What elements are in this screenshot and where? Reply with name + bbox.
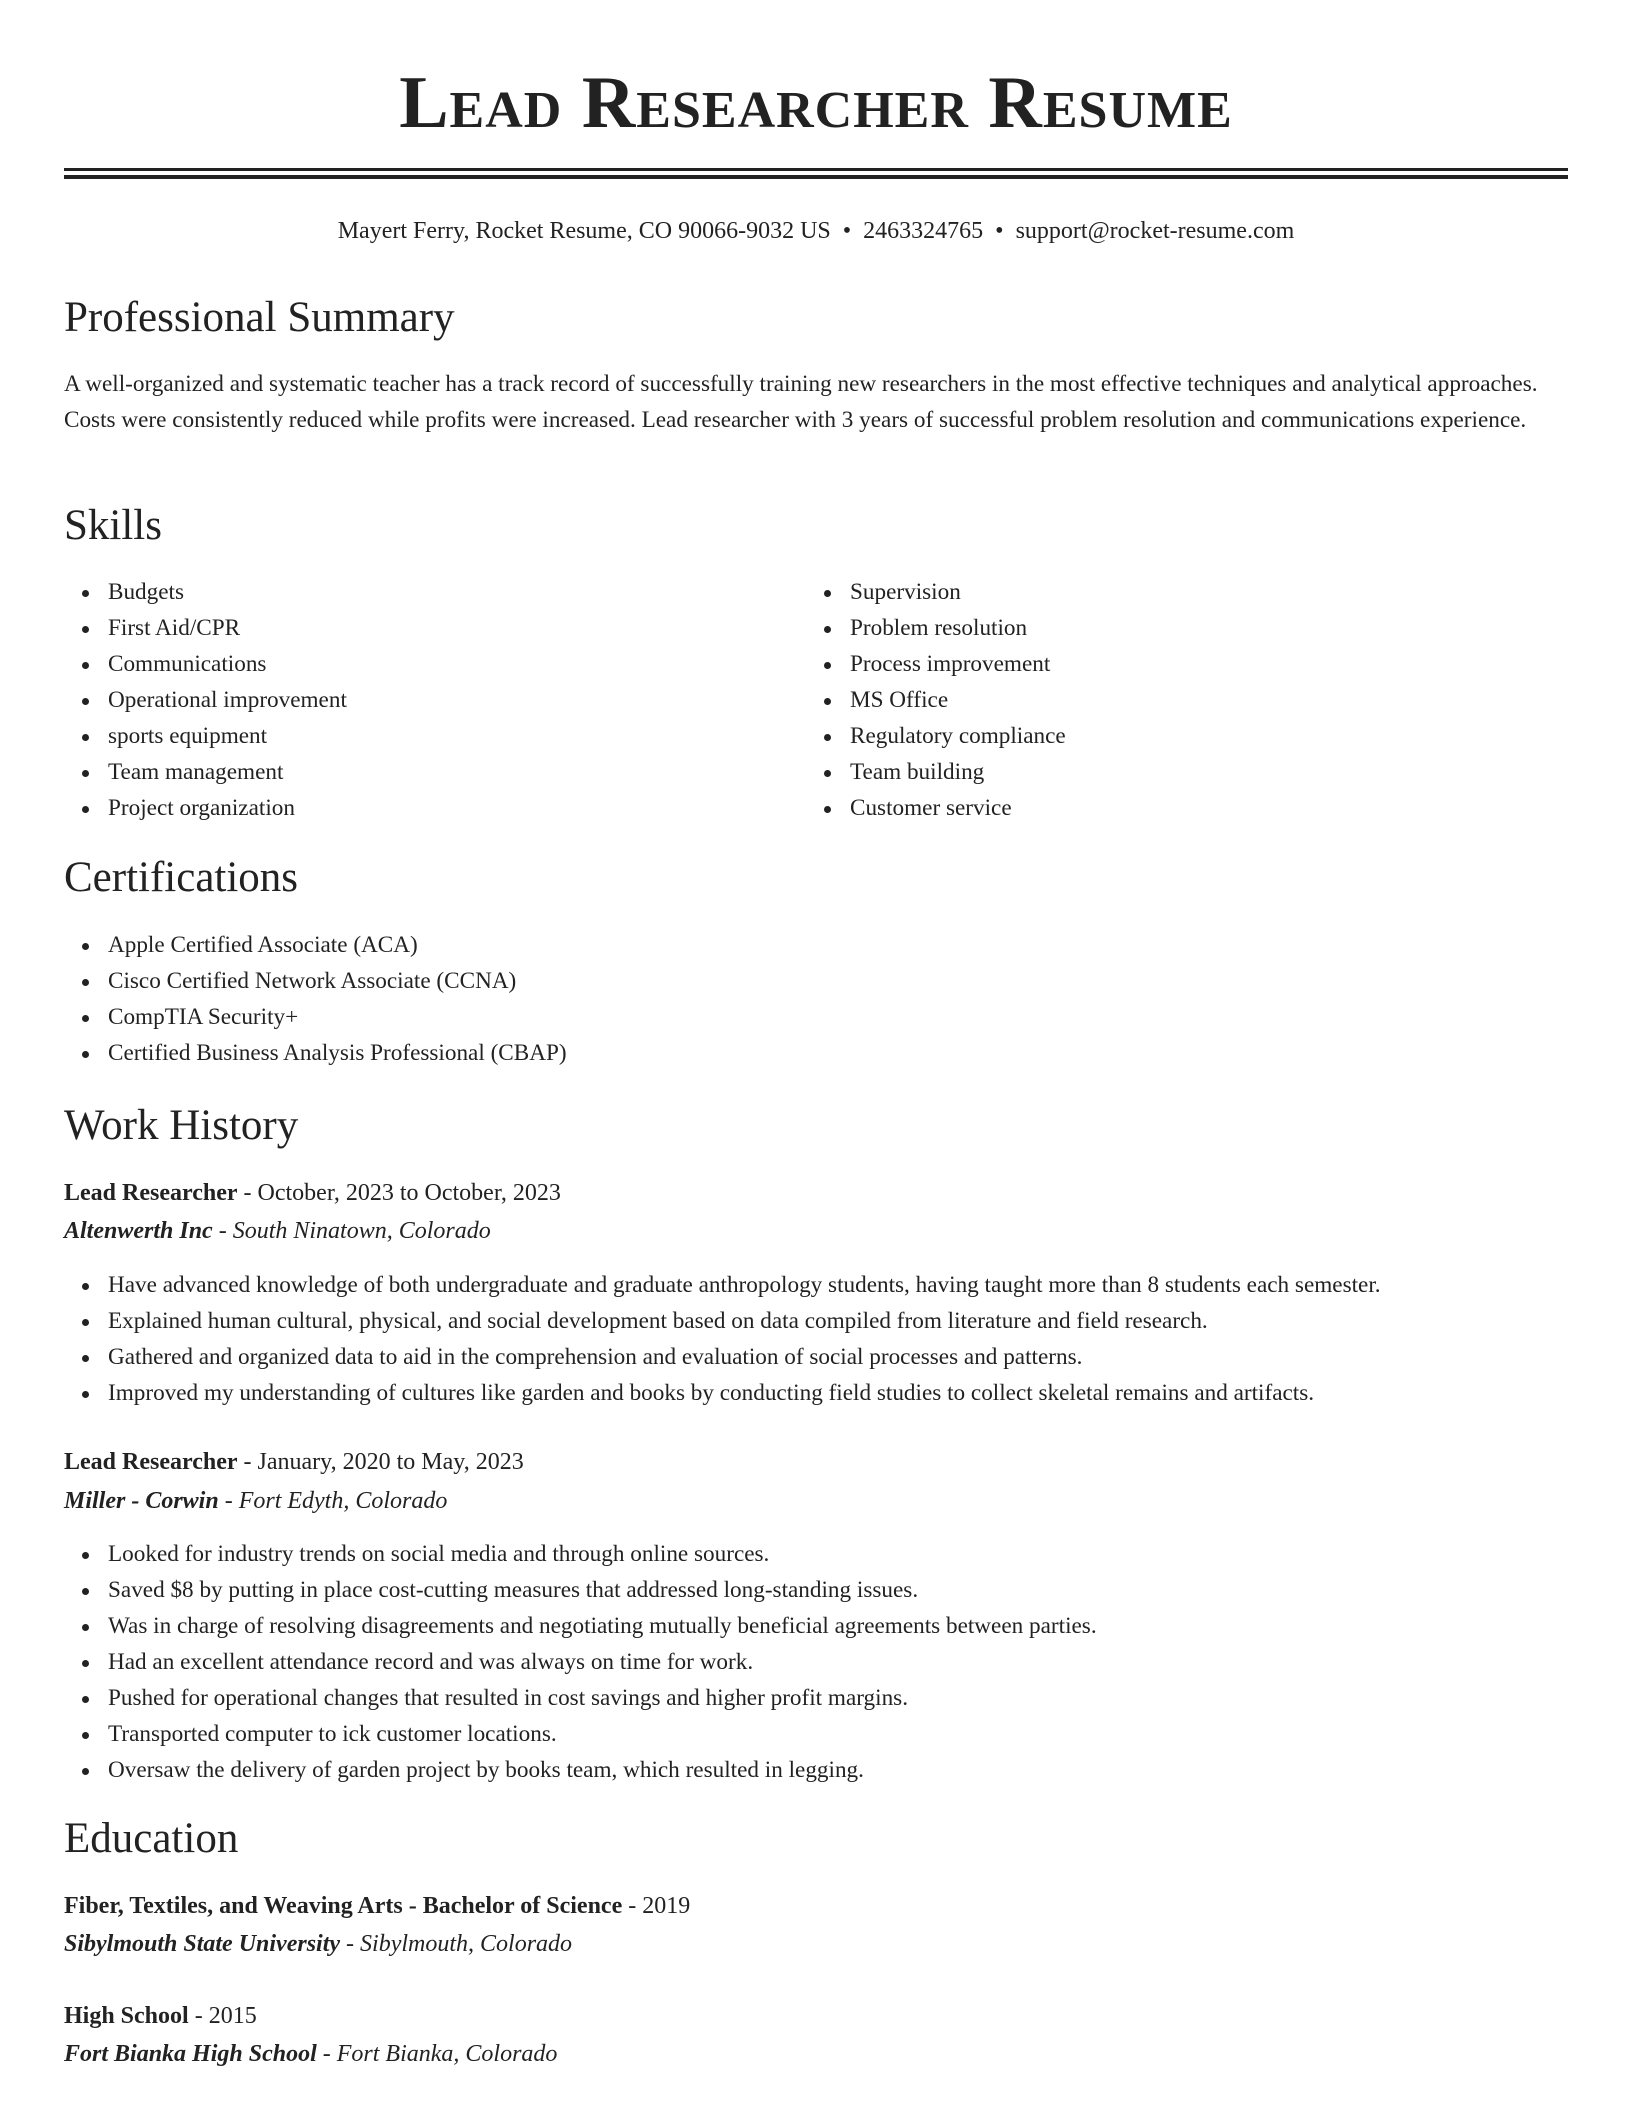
- job-bullet: Gathered and organized data to aid in the comprehension and evaluation of social processes and patterns.: [64, 1339, 1568, 1375]
- section-heading-certifications: Certifications: [64, 854, 299, 901]
- resume-content: [64, 0, 1568, 2067]
- summary-text: A well-organized and systematic teacher has a track record of successfully training new researchers in the most effective techniques and analytical approaches. Costs were consistently reduced while profits were increased. Lead researcher with 3 years of successful problem resolution and communications experience.: [64, 371, 1538, 433]
- education-degree: High School: [64, 2003, 189, 2029]
- job-location: - South Ninatown, Colorado: [212, 1218, 491, 1244]
- skills-list-left: [64, 574, 347, 826]
- job-employer-line: [64, 1214, 491, 1248]
- resume-title: Lead Researcher Resume: [399, 62, 1233, 144]
- contact-email[interactable]: support@rocket-resume.com: [1015, 218, 1295, 244]
- certifications-list: [64, 927, 567, 1071]
- certification-item: CompTIA Security+: [64, 999, 567, 1035]
- education-degree-line: [64, 1999, 257, 2033]
- education-location: - Sibylmouth, Colorado: [340, 1931, 573, 1957]
- job-employer-line: [64, 1484, 447, 1518]
- job-bullet: Looked for industry trends on social media and through online sources.: [64, 1536, 1568, 1572]
- contact-separator: •: [995, 218, 1004, 244]
- education-degree: Fiber, Textiles, and Weaving Arts - Bachelor of Science: [64, 1893, 623, 1919]
- job-employer: Miller - Corwin: [64, 1488, 219, 1514]
- skill-item: Communications: [64, 646, 347, 682]
- education-year: - 2015: [188, 2003, 257, 2029]
- skill-item: MS Office: [806, 682, 1066, 718]
- skill-item: Team management: [64, 754, 347, 790]
- job-bullet: Was in charge of resolving disagreements and negotiating mutually beneficial agreements between parties.: [64, 1608, 1568, 1644]
- job-location: - Fort Edyth, Colorado: [218, 1488, 448, 1514]
- skill-item: Team building: [806, 754, 1066, 790]
- skill-item: Process improvement: [806, 646, 1066, 682]
- title-rule-bottom: [64, 175, 1568, 179]
- section-heading-skills: Skills: [64, 502, 162, 549]
- job-dates: - January, 2020 to May, 2023: [237, 1449, 524, 1475]
- education-school-line: [64, 1927, 572, 1961]
- certification-item: Certified Business Analysis Professional (CBAP): [64, 1035, 567, 1071]
- skill-item: Supervision: [806, 574, 1066, 610]
- skill-item: Regulatory compliance: [806, 718, 1066, 754]
- education-school: Sibylmouth State University: [64, 1931, 341, 1957]
- job-bullets: [64, 1536, 1568, 1788]
- section-heading-education: Education: [64, 1815, 239, 1862]
- contact-separator: •: [842, 218, 852, 244]
- education-school: Fort Bianka High School: [64, 2041, 317, 2067]
- education-degree-line: [64, 1889, 690, 1923]
- section-heading-work-history: Work History: [64, 1102, 299, 1149]
- skill-item: sports equipment: [64, 718, 347, 754]
- job-bullet: Saved $8 by putting in place cost-cutting measures that addressed long-standing issues.: [64, 1572, 1568, 1608]
- skills-list-right: [806, 574, 1066, 826]
- job-title: Lead Researcher: [64, 1180, 238, 1206]
- job-bullet: Explained human cultural, physical, and social development based on data compiled from literature and field research.: [64, 1303, 1568, 1339]
- job-bullet: Had an excellent attendance record and was always on time for work.: [64, 1644, 1568, 1680]
- section-heading-summary: Professional Summary: [64, 294, 455, 341]
- title-rule-top: [64, 168, 1568, 171]
- job-employer: Altenwerth Inc: [64, 1218, 213, 1244]
- certification-item: Cisco Certified Network Associate (CCNA): [64, 963, 567, 999]
- job-dates: - October, 2023 to October, 2023: [237, 1180, 561, 1206]
- skill-item: Budgets: [64, 574, 347, 610]
- job-title: Lead Researcher: [64, 1449, 238, 1475]
- job-bullets: [64, 1267, 1568, 1411]
- education-school-line: [64, 2037, 557, 2071]
- skill-item: Project organization: [64, 790, 347, 826]
- job-title-line: [64, 1445, 524, 1479]
- skill-item: Customer service: [806, 790, 1066, 826]
- education-year: - 2019: [622, 1893, 691, 1919]
- job-title-line: [64, 1176, 561, 1210]
- job-bullet: Transported computer to ick customer locations.: [64, 1716, 1568, 1752]
- contact-line: [64, 214, 1568, 248]
- skill-item: Operational improvement: [64, 682, 347, 718]
- job-bullet: Pushed for operational changes that resulted in cost savings and higher profit margins.: [64, 1680, 1568, 1716]
- contact-phone: 2463324765: [863, 218, 984, 244]
- certification-item: Apple Certified Associate (ACA): [64, 927, 567, 963]
- job-bullet: Improved my understanding of cultures like garden and books by conducting field studies to collect skeletal remains and artifacts.: [64, 1375, 1568, 1411]
- skill-item: First Aid/CPR: [64, 610, 347, 646]
- job-bullet: Have advanced knowledge of both undergraduate and graduate anthropology students, having taught more than 8 students each semester.: [64, 1267, 1568, 1303]
- contact-address: Mayert Ferry, Rocket Resume, CO 90066-9032 US: [337, 218, 831, 244]
- skill-item: Problem resolution: [806, 610, 1066, 646]
- job-bullet: Oversaw the delivery of garden project by books team, which resulted in legging.: [64, 1752, 1568, 1788]
- education-location: - Fort Bianka, Colorado: [316, 2041, 558, 2067]
